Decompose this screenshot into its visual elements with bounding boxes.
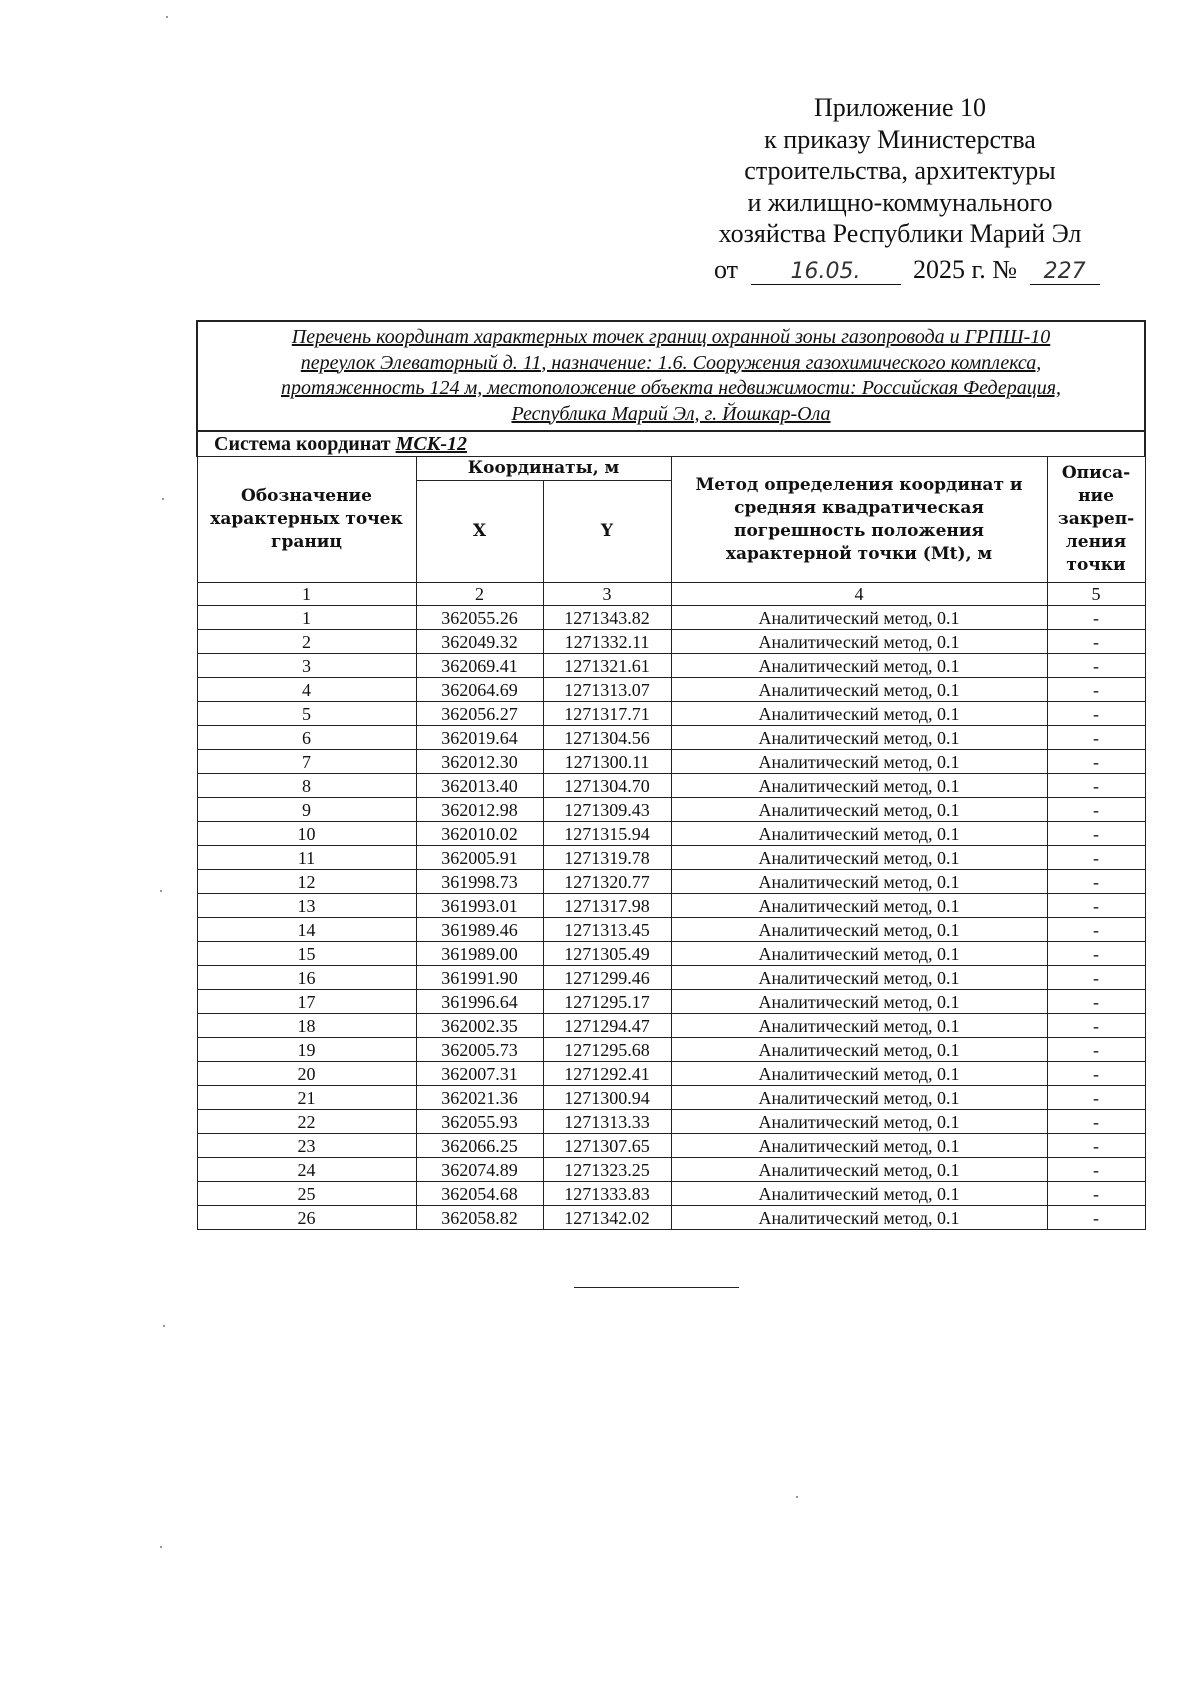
table-row (197, 750, 1145, 774)
scan-speck (162, 498, 164, 500)
appendix-line: и жилищно-коммунального (747, 187, 1053, 217)
point-number: 18 (197, 1014, 416, 1038)
column-number: 5 (1047, 583, 1145, 606)
description-cell: - (1047, 1134, 1145, 1158)
coord-y: 1271323.25 (543, 1158, 671, 1182)
coordinates-table (196, 320, 1146, 1230)
coord-x: 362007.31 (416, 1062, 543, 1086)
description-cell: - (1047, 846, 1145, 870)
coord-y: 1271333.83 (543, 1182, 671, 1206)
coord-x: 362066.25 (416, 1134, 543, 1158)
method-cell: Аналитический метод, 0.1 (671, 774, 1047, 798)
coord-system-label: Система координат (214, 432, 391, 455)
coord-x: 362058.82 (416, 1206, 543, 1230)
table-row (197, 1158, 1145, 1182)
table-row (197, 870, 1145, 894)
coord-y: 1271300.94 (543, 1086, 671, 1110)
order-number-handwritten: 227 (1030, 259, 1100, 285)
table-row (197, 1134, 1145, 1158)
method-cell: Аналитический метод, 0.1 (671, 846, 1047, 870)
method-cell: Аналитический метод, 0.1 (671, 1014, 1047, 1038)
coordinate-system (197, 431, 1145, 457)
point-number: 19 (197, 1038, 416, 1062)
description-cell: - (1047, 606, 1145, 630)
coord-x: 362005.73 (416, 1038, 543, 1062)
coord-x: 362021.36 (416, 1086, 543, 1110)
coord-x: 362049.32 (416, 630, 543, 654)
title-line: Перечень координат характерных точек границ охранной зоны газопровода и ГРПШ-10 (291, 326, 1051, 348)
table-row (197, 1182, 1145, 1206)
coord-x: 361998.73 (416, 870, 543, 894)
coord-y: 1271313.33 (543, 1110, 671, 1134)
appendix-line: Приложение 10 (813, 93, 987, 122)
description-cell: - (1047, 678, 1145, 702)
appendix-header (690, 92, 1110, 250)
table-row (197, 918, 1145, 942)
description-cell: - (1047, 1158, 1145, 1182)
table-row (197, 1206, 1145, 1230)
table-row (197, 798, 1145, 822)
coord-x: 362005.91 (416, 846, 543, 870)
description-cell: - (1047, 870, 1145, 894)
coord-x: 361993.01 (416, 894, 543, 918)
point-number: 22 (197, 1110, 416, 1134)
coord-y: 1271299.46 (543, 966, 671, 990)
description-cell: - (1047, 918, 1145, 942)
description-cell: - (1047, 750, 1145, 774)
point-number: 3 (197, 654, 416, 678)
table-title (197, 321, 1145, 431)
coord-x: 362013.40 (416, 774, 543, 798)
coord-x: 362064.69 (416, 678, 543, 702)
point-number: 16 (197, 966, 416, 990)
coord-system-value: МСК-12 (395, 432, 467, 455)
coord-y: 1271313.07 (543, 678, 671, 702)
table-row (197, 942, 1145, 966)
point-number: 12 (197, 870, 416, 894)
coord-y: 1271321.61 (543, 654, 671, 678)
coord-x: 362074.89 (416, 1158, 543, 1182)
method-cell: Аналитический метод, 0.1 (671, 1206, 1047, 1230)
appendix-line: строительства, архитектуры (744, 156, 1056, 185)
table-row (197, 1086, 1145, 1110)
coord-y: 1271292.41 (543, 1062, 671, 1086)
coord-x: 362055.26 (416, 606, 543, 630)
method-cell: Аналитический метод, 0.1 (671, 702, 1047, 726)
coord-y: 1271343.82 (543, 606, 671, 630)
coord-x: 362054.68 (416, 1182, 543, 1206)
coord-y: 1271309.43 (543, 798, 671, 822)
point-number: 10 (197, 822, 416, 846)
table-row (197, 846, 1145, 870)
point-number: 8 (197, 774, 416, 798)
table-row (197, 1062, 1145, 1086)
header-coordinates: Координаты, м (416, 457, 671, 481)
coord-y: 1271300.11 (543, 750, 671, 774)
method-cell: Аналитический метод, 0.1 (671, 1182, 1047, 1206)
coord-y: 1271304.56 (543, 726, 671, 750)
method-cell: Аналитический метод, 0.1 (671, 966, 1047, 990)
scan-speck (160, 1546, 162, 1548)
header-x: X (416, 481, 543, 583)
description-cell: - (1047, 1038, 1145, 1062)
table-row (197, 894, 1145, 918)
coord-x: 362012.98 (416, 798, 543, 822)
table-row (197, 822, 1145, 846)
method-cell: Аналитический метод, 0.1 (671, 630, 1047, 654)
method-cell: Аналитический метод, 0.1 (671, 798, 1047, 822)
point-number: 15 (197, 942, 416, 966)
table-row (197, 966, 1145, 990)
method-cell: Аналитический метод, 0.1 (671, 654, 1047, 678)
table-row (197, 774, 1145, 798)
coord-y: 1271294.47 (543, 1014, 671, 1038)
point-number: 4 (197, 678, 416, 702)
header-method: Метод определения координат и средняя квадратическая погрешность положения характерной точки (Mt), м (671, 457, 1047, 583)
point-number: 25 (197, 1182, 416, 1206)
header-description: Описа-ние закреп-ления точки (1047, 457, 1145, 583)
method-cell: Аналитический метод, 0.1 (671, 678, 1047, 702)
point-number: 6 (197, 726, 416, 750)
description-cell: - (1047, 942, 1145, 966)
coord-y: 1271317.98 (543, 894, 671, 918)
point-number: 1 (197, 606, 416, 630)
coord-y: 1271315.94 (543, 822, 671, 846)
point-number: 24 (197, 1158, 416, 1182)
coord-y: 1271320.77 (543, 870, 671, 894)
method-cell: Аналитический метод, 0.1 (671, 822, 1047, 846)
order-year: 2025 г. № (913, 255, 1018, 284)
column-number: 3 (543, 583, 671, 606)
date-prefix: от (714, 255, 739, 284)
scan-speck (796, 1496, 798, 1498)
column-number: 2 (416, 583, 543, 606)
table-row (197, 726, 1145, 750)
coord-x: 362019.64 (416, 726, 543, 750)
table-row (197, 990, 1145, 1014)
description-cell: - (1047, 630, 1145, 654)
coord-x: 362069.41 (416, 654, 543, 678)
point-number: 13 (197, 894, 416, 918)
header-designation: Обозначение характерных точек границ (197, 457, 416, 583)
description-cell: - (1047, 798, 1145, 822)
description-cell: - (1047, 1086, 1145, 1110)
coord-y: 1271317.71 (543, 702, 671, 726)
scan-speck (163, 1325, 165, 1327)
description-cell: - (1047, 1110, 1145, 1134)
method-cell: Аналитический метод, 0.1 (671, 870, 1047, 894)
point-number: 2 (197, 630, 416, 654)
coord-x: 361991.90 (416, 966, 543, 990)
method-cell: Аналитический метод, 0.1 (671, 726, 1047, 750)
description-cell: - (1047, 1206, 1145, 1230)
table-row (197, 702, 1145, 726)
method-cell: Аналитический метод, 0.1 (671, 1134, 1047, 1158)
coord-y: 1271319.78 (543, 846, 671, 870)
table-row (197, 654, 1145, 678)
coord-y: 1271307.65 (543, 1134, 671, 1158)
method-cell: Аналитический метод, 0.1 (671, 990, 1047, 1014)
point-number: 5 (197, 702, 416, 726)
method-cell: Аналитический метод, 0.1 (671, 918, 1047, 942)
scan-speck (160, 890, 162, 892)
method-cell: Аналитический метод, 0.1 (671, 1110, 1047, 1134)
point-number: 11 (197, 846, 416, 870)
point-number: 14 (197, 918, 416, 942)
description-cell: - (1047, 702, 1145, 726)
point-number: 21 (197, 1086, 416, 1110)
description-cell: - (1047, 774, 1145, 798)
point-number: 20 (197, 1062, 416, 1086)
method-cell: Аналитический метод, 0.1 (671, 1158, 1047, 1182)
coord-x: 361989.46 (416, 918, 543, 942)
description-cell: - (1047, 654, 1145, 678)
coord-x: 362012.30 (416, 750, 543, 774)
point-number: 9 (197, 798, 416, 822)
title-line: протяженность 124 м, местоположение объекта недвижимости: Российская Федерация, (281, 377, 1061, 399)
coord-x: 361996.64 (416, 990, 543, 1014)
order-date-line (714, 255, 1114, 285)
description-cell: - (1047, 966, 1145, 990)
header-y: Y (543, 481, 671, 583)
method-cell: Аналитический метод, 0.1 (671, 750, 1047, 774)
closing-rule (574, 1287, 739, 1288)
column-numbers-row (197, 583, 1145, 606)
appendix-line: к приказу Министерства (764, 124, 1036, 154)
table-row (197, 630, 1145, 654)
coord-x: 362055.93 (416, 1110, 543, 1134)
coord-y: 1271332.11 (543, 630, 671, 654)
appendix-line: хозяйства Республики Марий Эл (718, 219, 1082, 248)
coord-y: 1271305.49 (543, 942, 671, 966)
description-cell: - (1047, 726, 1145, 750)
method-cell: Аналитический метод, 0.1 (671, 606, 1047, 630)
table-row (197, 1014, 1145, 1038)
coord-y: 1271304.70 (543, 774, 671, 798)
coord-y: 1271295.17 (543, 990, 671, 1014)
description-cell: - (1047, 1182, 1145, 1206)
point-number: 23 (197, 1134, 416, 1158)
coord-x: 362056.27 (416, 702, 543, 726)
method-cell: Аналитический метод, 0.1 (671, 1062, 1047, 1086)
table-row (197, 1038, 1145, 1062)
table-row (197, 678, 1145, 702)
method-cell: Аналитический метод, 0.1 (671, 1086, 1047, 1110)
column-number: 1 (197, 583, 416, 606)
title-line: Республика Марий Эл, г. Йошкар-Ола (511, 402, 831, 425)
title-line: переулок Элеваторный д. 11, назначение: 1.6. Сооружения газохимического комплекса, (300, 351, 1042, 374)
scan-speck (166, 16, 168, 18)
description-cell: - (1047, 1014, 1145, 1038)
description-cell: - (1047, 1062, 1145, 1086)
method-cell: Аналитический метод, 0.1 (671, 1038, 1047, 1062)
description-cell: - (1047, 894, 1145, 918)
order-date-handwritten: 16.05. (751, 259, 901, 285)
point-number: 7 (197, 750, 416, 774)
coord-y: 1271342.02 (543, 1206, 671, 1230)
point-number: 26 (197, 1206, 416, 1230)
column-number: 4 (671, 583, 1047, 606)
coord-x: 362010.02 (416, 822, 543, 846)
table-row (197, 1110, 1145, 1134)
coord-y: 1271313.45 (543, 918, 671, 942)
coord-x: 362002.35 (416, 1014, 543, 1038)
coord-x: 361989.00 (416, 942, 543, 966)
coord-y: 1271295.68 (543, 1038, 671, 1062)
description-cell: - (1047, 990, 1145, 1014)
method-cell: Аналитический метод, 0.1 (671, 942, 1047, 966)
description-cell: - (1047, 822, 1145, 846)
method-cell: Аналитический метод, 0.1 (671, 894, 1047, 918)
table-row (197, 606, 1145, 630)
point-number: 17 (197, 990, 416, 1014)
